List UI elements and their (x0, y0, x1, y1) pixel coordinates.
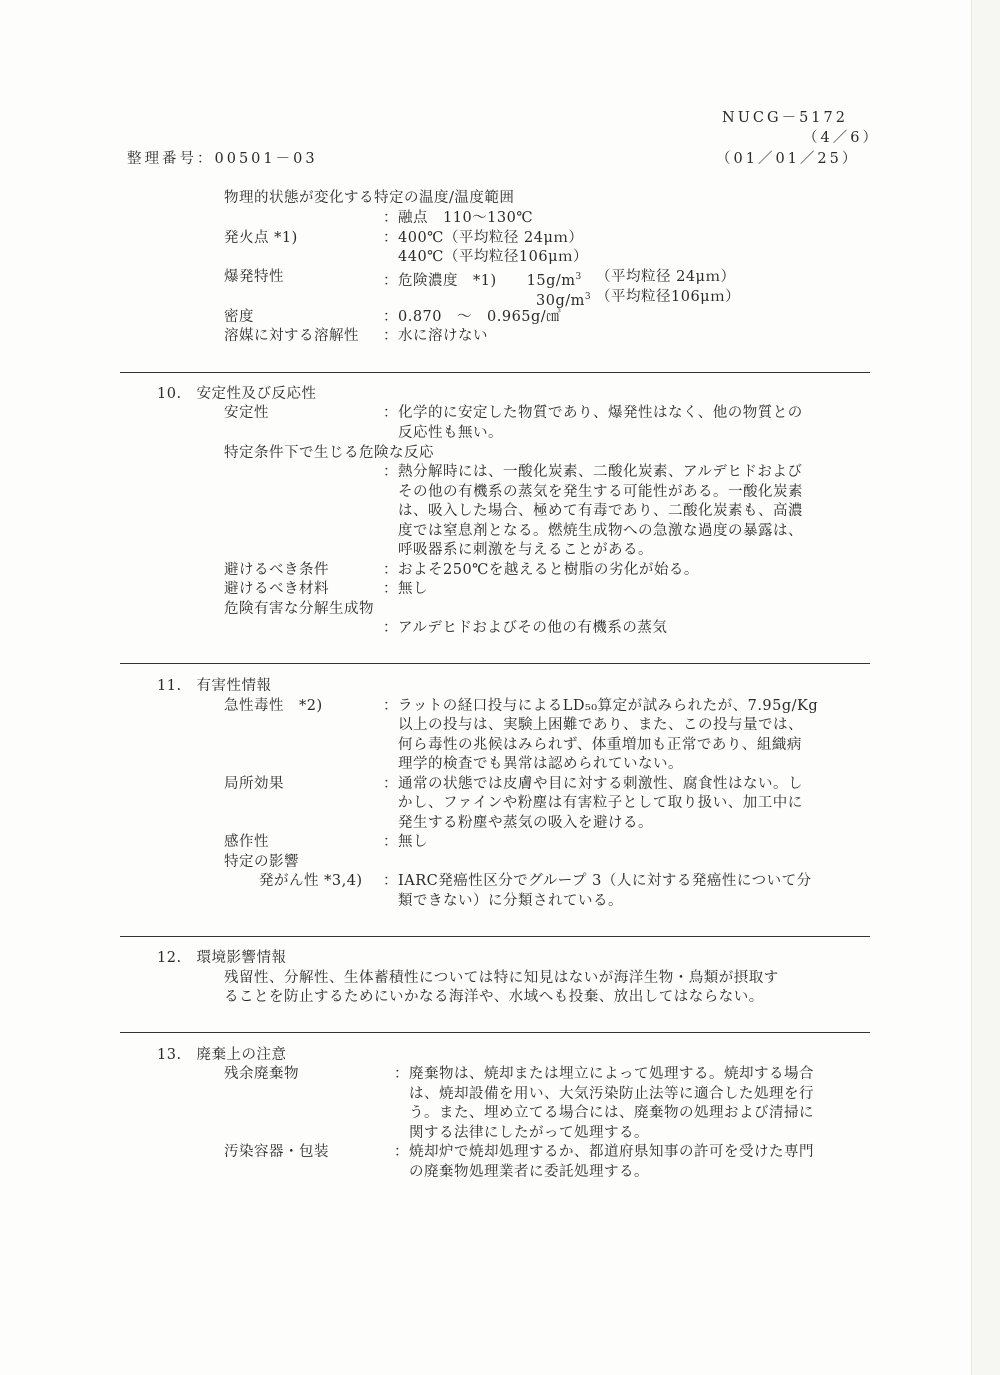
contaminated-container-label: 汚染容器・包装 (224, 1144, 329, 1160)
acute-toxicity-label: 急性毒性 *2) (224, 698, 323, 714)
environment-line-1: 残留性、分解性、生体蓄積性については特に知見はないが海洋生物・鳥類が摂取す (224, 970, 779, 986)
hazard-reaction-line-2: その他の有機系の蒸気を発生する可能性がある。一酸化炭素 (398, 484, 803, 500)
residue-waste-line-2: は、焼却設備を用い、大気汚染防止法等に適合した処理を行 (409, 1086, 814, 1102)
ignition-point-value-2: 440℃（平均粒径106μｍ） (398, 249, 588, 265)
residue-waste-line-3: う。また、埋め立てる場合には、廃棄物の処理および清掃に (409, 1105, 814, 1121)
residue-waste-line-4: 関する法律にしたがって処理する。 (409, 1125, 649, 1141)
explosion-value-1-text: ：危険濃度 *1) 15g/m (383, 272, 576, 289)
local-effects-line-2: かし、ファインや粉塵は有害粒子として取り扱い、加工中に (398, 795, 803, 811)
local-effects-line-3: 発生する粉塵や蒸気の吸入を避ける。 (398, 815, 653, 831)
cubed-mark: 3 (584, 292, 592, 302)
explosion-value-2-text: 30g/m (536, 292, 585, 309)
acute-toxicity-line-3: 何ら毒性の兆候はみられず、体重増加も正常であり、組織病 (398, 737, 802, 753)
avoid-conditions-value: ：およそ250℃を越えると樹脂の劣化が始る。 (383, 562, 699, 578)
cubed-mark: 3 (575, 272, 582, 282)
explosion-value-2-note: （平均粒径106μｍ） (596, 289, 741, 305)
carcinogenicity-line-2: 類できない）に分類されている。 (398, 893, 623, 909)
page-number: （4／6） (803, 130, 880, 146)
decomposition-value: ：アルデヒドおよびその他の有機系の蒸気 (383, 620, 668, 636)
residue-waste-line-1: ：廃棄物は、焼却または埋立によって処理する。焼却する場合 (394, 1066, 814, 1082)
acute-toxicity-line-1: ：ラットの経口投与によるLD₅₀算定が試みられたが、7.95g/Kg (383, 698, 819, 714)
phase-change-label: 物理的状態が変化する特定の温度/温度範囲 (224, 190, 515, 206)
scan-edge (971, 0, 1000, 1375)
carcinogenicity-label: 発がん性 *3,4) (259, 873, 363, 889)
stability-line-2: 反応性も無い。 (398, 425, 503, 441)
section-divider (120, 372, 870, 373)
density-value: ：0.870 ～ 0.965g/㎤ (383, 309, 562, 325)
section-13-title: 13. 廃棄上の注意 (157, 1047, 287, 1063)
sensitization-label: 感作性 (224, 834, 269, 850)
hazard-reaction-line-3: は、吸入した場合、極めて有毒であり、二酸化炭素も、高濃 (398, 503, 803, 519)
solubility-label: 溶媒に対する溶解性 (224, 328, 359, 344)
section-11-title: 11. 有害性情報 (157, 678, 272, 694)
avoid-conditions-label: 避けるべき条件 (224, 562, 329, 578)
section-10-title: 10. 安定性及び反応性 (157, 386, 317, 402)
contaminated-container-line-1: ：焼却炉で焼却処理するか、都道府県知事の許可を受けた専門 (394, 1144, 814, 1160)
ignition-point-value-1: ：400℃（平均粒径 24μｍ） (383, 230, 584, 246)
carcinogenicity-line-1: ：IARC発癌性区分でグループ 3（人に対する発癌性について分 (383, 873, 812, 889)
solubility-value: ：水に溶けない (383, 328, 488, 344)
avoid-materials-value: ：無し (383, 581, 428, 597)
hazard-reaction-line-5: 呼吸器系に刺激を与えることがある。 (398, 542, 653, 558)
local-effects-label: 局所効果 (224, 776, 284, 792)
explosion-value-1-note: （平均粒径 24μｍ） (596, 269, 736, 285)
specific-effects-label: 特定の影響 (224, 854, 299, 870)
decomposition-label: 危険有害な分解生成物 (224, 601, 374, 617)
ignition-point-label: 発火点 *1) (224, 230, 298, 246)
hazard-reaction-line-1: ：熱分解時には、一酸化炭素、二酸化炭素、アルデヒドおよび (383, 464, 803, 480)
hazard-reaction-label: 特定条件下で生じる危険な反応 (224, 445, 434, 461)
section-12-title: 12. 環境影響情報 (157, 950, 287, 966)
hazard-reaction-line-4: 度では窒息剤となる。燃焼生成物への急激な過度の暴露は、 (398, 523, 803, 539)
avoid-materials-label: 避けるべき材料 (224, 581, 329, 597)
stability-label: 安定性 (224, 405, 269, 421)
residue-waste-label: 残余廃棄物 (224, 1066, 299, 1082)
local-effects-line-1: ：通常の状態では皮膚や目に対する刺激性、腐食性はない。し (383, 776, 803, 792)
section-divider (120, 936, 870, 937)
section-divider (120, 663, 870, 664)
melting-point-value: ：融点 110～130℃ (383, 210, 534, 226)
density-label: 密度 (224, 309, 254, 325)
issue-date: （01／01／25） (716, 151, 860, 167)
acute-toxicity-line-4: 理学的検査でも異常は認められていない。 (398, 756, 683, 772)
stability-line-1: ：化学的に安定した物質であり、爆発性はなく、他の物質との (383, 405, 803, 421)
section-divider (120, 1032, 870, 1033)
explosion-label: 爆発特性 (224, 269, 284, 285)
reference-number: 整理番号：00501－03 (127, 151, 318, 167)
acute-toxicity-line-2: 以上の投与は、実験上困難であり、また、この投与量では、 (398, 717, 803, 733)
document-code: NUCG－5172 (722, 110, 848, 126)
environment-line-2: ることを防止するためにいかなる海洋や、水域へも投棄、放出してはならない。 (224, 989, 764, 1005)
sensitization-value: ：無し (383, 834, 428, 850)
contaminated-container-line-2: の廃棄物処理業者に委託処理する。 (409, 1164, 649, 1180)
